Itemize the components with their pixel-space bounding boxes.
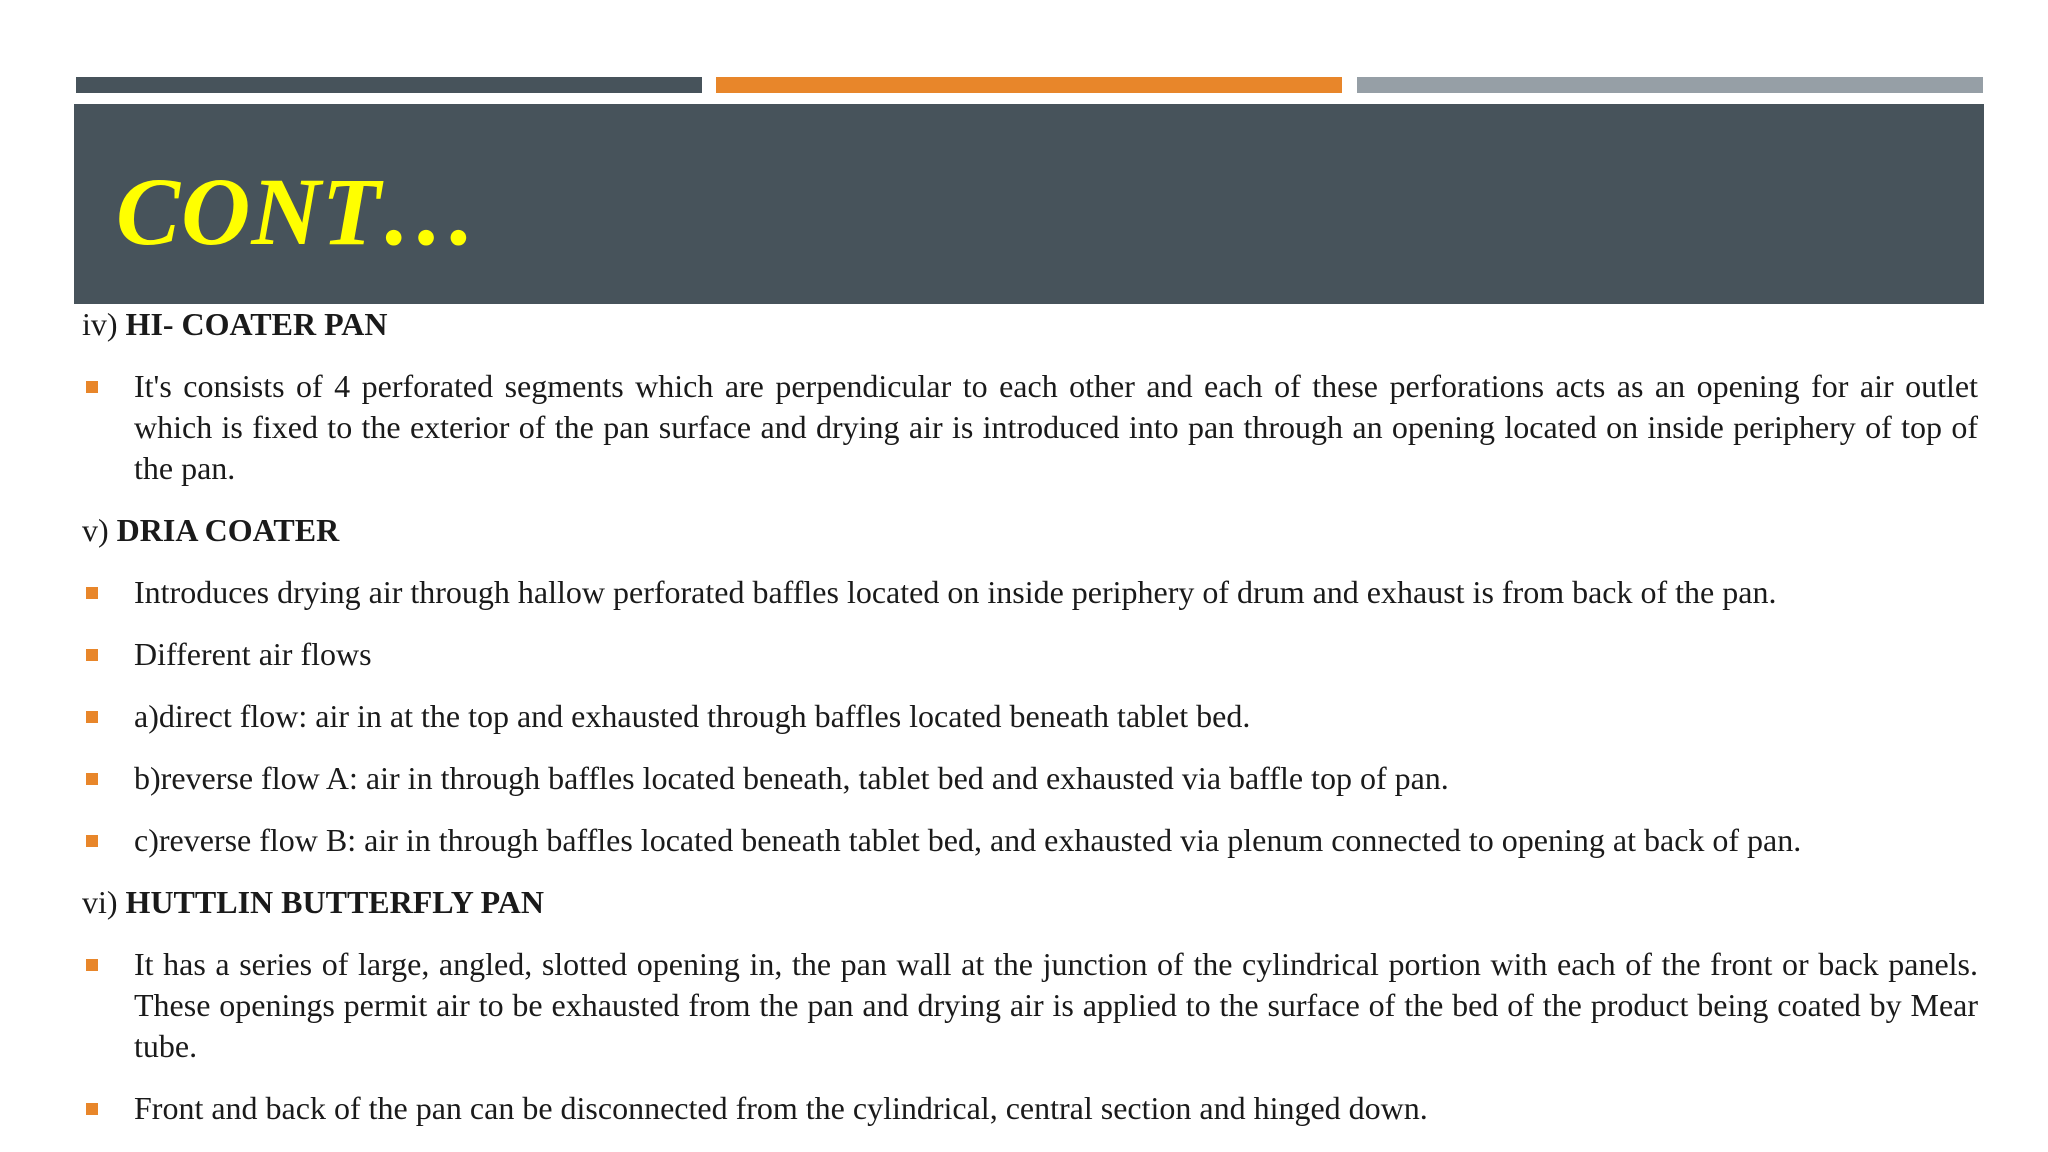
accent-bar-gray — [1357, 77, 1983, 93]
list-item-text: b)reverse flow A: air in through baffles located beneath, tablet bed and exhausted via baffle top of pan. — [134, 760, 1449, 796]
section-title: HUTTLIN BUTTERFLY PAN — [125, 884, 544, 920]
list-item — [82, 1088, 1978, 1129]
square-bullet-icon — [86, 649, 98, 661]
section-heading — [82, 510, 1978, 551]
section-hi-coater-pan — [82, 304, 1978, 489]
list-item-text: Front and back of the pan can be disconnected from the cylindrical, central section and hinged down. — [134, 1090, 1428, 1126]
square-bullet-icon — [86, 1103, 98, 1115]
accent-bar-dark — [76, 77, 702, 93]
title-banner — [74, 104, 1984, 304]
section-title: HI- COATER PAN — [125, 306, 388, 342]
list-item-text: a)direct flow: air in at the top and exhausted through baffles located beneath tablet bed. — [134, 698, 1251, 734]
square-bullet-icon — [86, 587, 98, 599]
section-huttlin-butterfly-pan — [82, 882, 1978, 1129]
list-item-text: It's consists of 4 perforated segments which are perpendicular to each other and each of these perforations acts as an opening for air outlet which is fixed to the exterior of the pan surface and drying air is introduced into pan through an opening located on inside periphery of top of the pan. — [134, 368, 1978, 486]
bullet-list — [82, 366, 1978, 489]
list-item-text: It has a series of large, angled, slotted opening in, the pan wall at the junction of the cylindrical portion with each of the front or back panels. These openings permit air to be exhausted from the pan and drying air is applied to the surface of the bed of the product being coated by Mear tube. — [134, 946, 1978, 1064]
section-number: vi) — [82, 884, 118, 920]
slide-title: CONT… — [116, 158, 479, 265]
list-item — [82, 820, 1978, 861]
list-item — [82, 758, 1978, 799]
list-item — [82, 634, 1978, 675]
square-bullet-icon — [86, 381, 98, 393]
list-item — [82, 696, 1978, 737]
section-heading — [82, 304, 1978, 345]
list-item-text: c)reverse flow B: air in through baffles located beneath tablet bed, and exhausted via plenum connected to opening at back of pan. — [134, 822, 1802, 858]
list-item-text: Introduces drying air through hallow perforated baffles located on inside periphery of drum and exhaust is from back of the pan. — [134, 574, 1777, 610]
list-item — [82, 944, 1978, 1067]
bullet-list — [82, 572, 1978, 861]
section-title: DRIA COATER — [116, 512, 340, 548]
bullet-list — [82, 944, 1978, 1129]
accent-bar-orange — [716, 77, 1342, 93]
list-item-text: Different air flows — [134, 636, 372, 672]
slide-content — [82, 304, 1978, 1150]
section-dria-coater — [82, 510, 1978, 861]
square-bullet-icon — [86, 773, 98, 785]
section-number: iv) — [82, 306, 118, 342]
square-bullet-icon — [86, 711, 98, 723]
section-number: v) — [82, 512, 109, 548]
square-bullet-icon — [86, 959, 98, 971]
list-item — [82, 366, 1978, 489]
square-bullet-icon — [86, 835, 98, 847]
section-heading — [82, 882, 1978, 923]
list-item — [82, 572, 1978, 613]
